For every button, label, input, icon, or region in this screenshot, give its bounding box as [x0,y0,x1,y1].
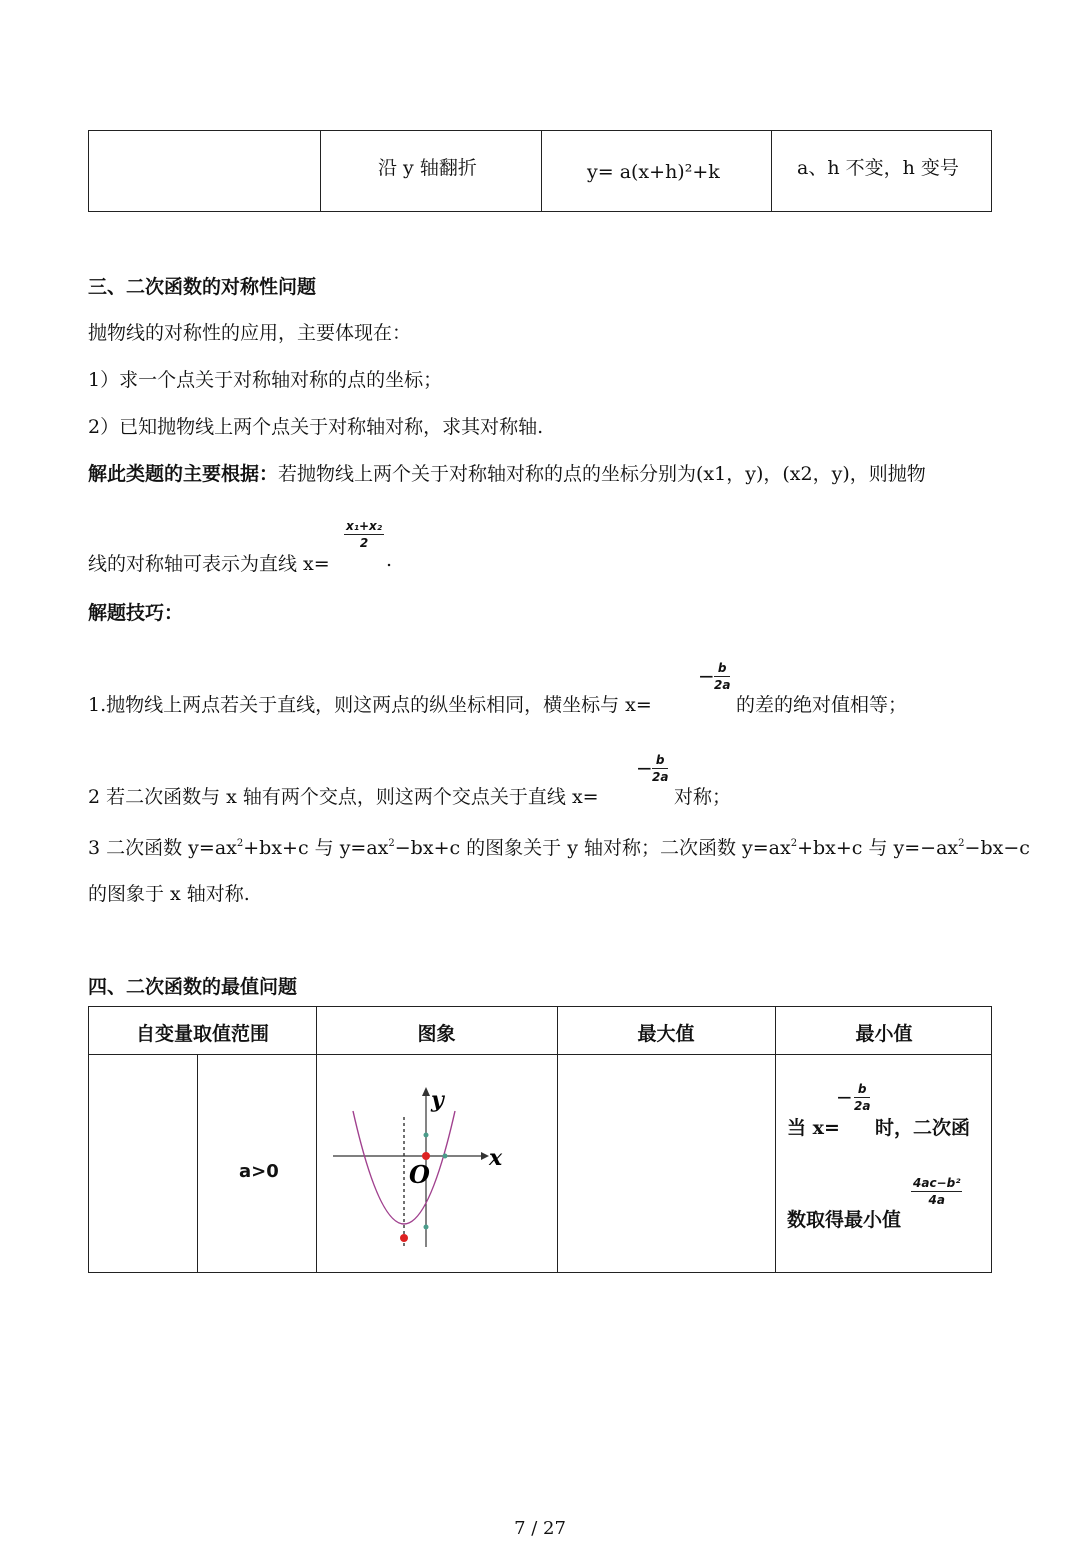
section4-heading: 四、二次函数的最值问题 [88,976,298,998]
table-divider [320,131,321,211]
page-number: 7 / 27 [514,1518,566,1539]
x-axis-arrow-icon [481,1152,489,1160]
fraction-denominator: 2a [652,770,669,784]
y-axis-label: y [431,1087,444,1113]
basis-line2: 线的对称轴可表示为直线 x= [88,553,330,575]
min-line1-b: 时，二次函 [875,1117,971,1139]
tip3-line1 [88,833,1030,860]
table-divider [197,1054,198,1272]
tip3-part: +bx+c 与 y=ax [243,837,389,859]
axis-fraction [652,752,668,785]
axis-fraction [714,660,730,693]
fraction-numerator: b [652,752,668,769]
superscript: 2 [958,838,965,849]
table-divider [541,131,542,211]
extremum-table [88,1006,992,1273]
y-axis-arrow-icon [422,1087,430,1096]
superscript: 2 [790,838,798,849]
basis-label: 解此类题的主要根据： [88,463,279,485]
fraction-denominator: 2 [359,536,369,550]
condition-a-positive: a>0 [239,1161,279,1182]
header-graph: 图象 [417,1023,456,1045]
flip-y-axis-cell: 沿 y 轴翻折 [378,157,477,179]
fraction-numerator: x₁+x₂ [346,519,383,533]
table-divider [557,1007,558,1272]
min-value-fraction [911,1175,962,1208]
min-line1-a: 当 x= [787,1117,840,1139]
tip3-part: +bx+c 与 y=−ax [797,837,959,859]
vertex-x-fraction [854,1081,870,1114]
y-axis-point [424,1225,429,1230]
fraction-numerator: b [854,1081,870,1098]
y-axis-point [424,1133,429,1138]
x-axis-point [443,1154,448,1159]
rule-cell: a、h 不变，h 变号 [797,157,959,179]
section3-heading: 三、二次函数的对称性问题 [88,276,317,298]
header-domain: 自变量取值范围 [135,1023,269,1045]
tip2-text: 2 若二次函数与 x 轴有两个交点，则这两个交点关于直线 x= [88,786,599,808]
basis-text: 若抛物线上两个关于对称轴对称的点的坐标分别为(x1，y)，(x2，y)，则抛物 [278,463,926,485]
tip3-part: 3 二次函数 y=ax [88,837,237,859]
vertex-point [400,1234,408,1242]
table-divider [771,131,772,211]
table-divider [775,1007,776,1272]
fraction-numerator: b [714,660,730,677]
minus-sign: − [636,756,653,780]
fraction-denominator: 4a [928,1193,945,1207]
header-max: 最大值 [637,1023,695,1045]
tip1-after: 的差的绝对值相等； [736,694,908,716]
min-line2: 数取得最小值 [787,1209,902,1231]
formula-cell: y= a(x+h)²+k [587,161,720,183]
tip3-part: −bx+c 的图象关于 y 轴对称；二次函数 y=ax [394,837,791,859]
tip3-part: −bx−c [964,837,1030,859]
midpoint-fraction [344,518,384,551]
superscript: 2 [388,838,395,849]
section3-item1: 1）求一个点关于对称轴对称的点的坐标； [88,369,443,391]
fraction-denominator: 2a [714,678,731,692]
header-min: 最小值 [855,1023,913,1045]
table-divider [89,1054,991,1055]
x-axis-label: x [489,1145,503,1171]
transform-table [88,130,992,212]
tip3-line2: 的图象于 x 轴对称. [88,883,250,905]
origin-point [422,1152,430,1160]
table-divider [316,1007,317,1272]
minus-sign: − [698,664,715,688]
basis-end: . [386,549,393,571]
tips-label: 解题技巧： [88,602,184,624]
parabola-graph [327,1079,547,1249]
fraction-denominator: 2a [854,1099,871,1113]
origin-label: O [409,1160,430,1189]
tip1-text: 1.抛物线上两点若关于直线，则这两点的纵坐标相同，横坐标与 x= [88,694,652,716]
minus-sign: − [836,1085,853,1109]
basis-paragraph [88,459,926,486]
section3-item2: 2）已知抛物线上两个点关于对称轴对称，求其对称轴. [88,416,544,438]
section3-intro: 抛物线的对称性的应用，主要体现在： [88,322,412,344]
tip2-after: 对称； [674,786,732,808]
fraction-numerator: 4ac−b² [913,1176,961,1190]
superscript: 2 [236,838,244,849]
